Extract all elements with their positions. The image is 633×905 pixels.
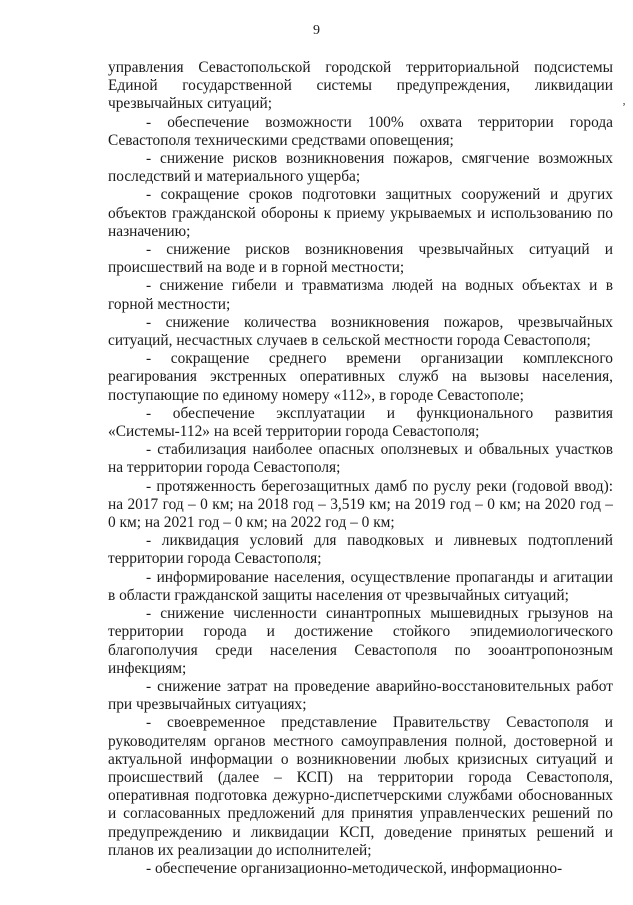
list-item: - снижение рисков возникновения чрезвычайных ситуаций и происшествий на воде и в горной местности; [108,241,613,277]
list-item: - ликвидация условий для паводковых и ливневых подтоплений территории города Севастополя; [108,532,613,568]
list-item: - обеспечение возможности 100% охвата территории города Севастополя техническими средствами оповещения; [108,113,613,149]
list-item: - снижение численности синантропных мышевидных грызунов на территории города и достижение стойкого эпидемиологического благополучия среди населения Севастополя по зооантропонозным инфекциям; [108,605,613,677]
page-number: 9 [313,23,320,38]
paragraph: управления Севастопольской городской территориальной подсистемы Единой государственной системы предупреждения, ликвидации чрезвычайных ситуаций; [108,59,613,113]
list-item: - своевременное представление Правительству Севастополя и руководителям органов местного самоуправления полной, достоверной и актуальной информации о возникновении любых кризисных ситуаций и происшествий (далее – КСП) на территории города Севастополя, оперативная подготовка дежурно-диспетчерскими службами обоснованных и согласованных предложений для принятия управленческих решений по предупреждению и ликвидации КСП, доведение принятых решений и планов их реализации до исполнителей; [108,714,613,859]
list-item: - снижение гибели и травматизма людей на водных объектах и в горной местности; [108,277,613,313]
list-item: - протяженность берегозащитных дамб по руслу реки (годовой ввод): на 2017 год – 0 км; на 2018 год – 3,519 км; на 2019 год – 0 км; на 2020 год – 0 км; на 2021 год – 0 км; на 2022 год – 0 км; [108,477,613,532]
list-item: - обеспечение эксплуатации и функционального развития «Системы-112» на всей территории города Севастополя; [108,404,613,441]
list-item: - информирование населения, осуществление пропаганды и агитации в области гражданской защиты населения от чрезвычайных ситуаций; [108,568,613,604]
list-item: - снижение затрат на проведение аварийно-восстановительных работ при чрезвычайных ситуациях; [108,677,613,714]
body-text [108,59,613,878]
list-item: - стабилизация наиболее опасных оползневых и обвальных участков на территории города Севастополя; [108,441,613,477]
list-item: - сокращение сроков подготовки защитных сооружений и других объектов гражданской обороны к приему укрываемых и использованию по назначению; [108,186,613,240]
list-item: - обеспечение организационно-методической, информационно- [146,859,563,877]
list-item: - снижение количества возникновения пожаров, чрезвычайных ситуаций, несчастных случаев в сельской местности города Севастополя; [108,313,613,350]
list-item: - снижение рисков возникновения пожаров, смягчение возможных последствий и материального ущерба; [108,150,613,186]
scan-speck: ʼ [622,100,626,114]
list-item: - сокращение среднего времени организации комплексного реагирования экстренных оперативных служб на вызовы населения, поступающие по единому номеру «112», в городе Севастополе; [108,350,613,404]
